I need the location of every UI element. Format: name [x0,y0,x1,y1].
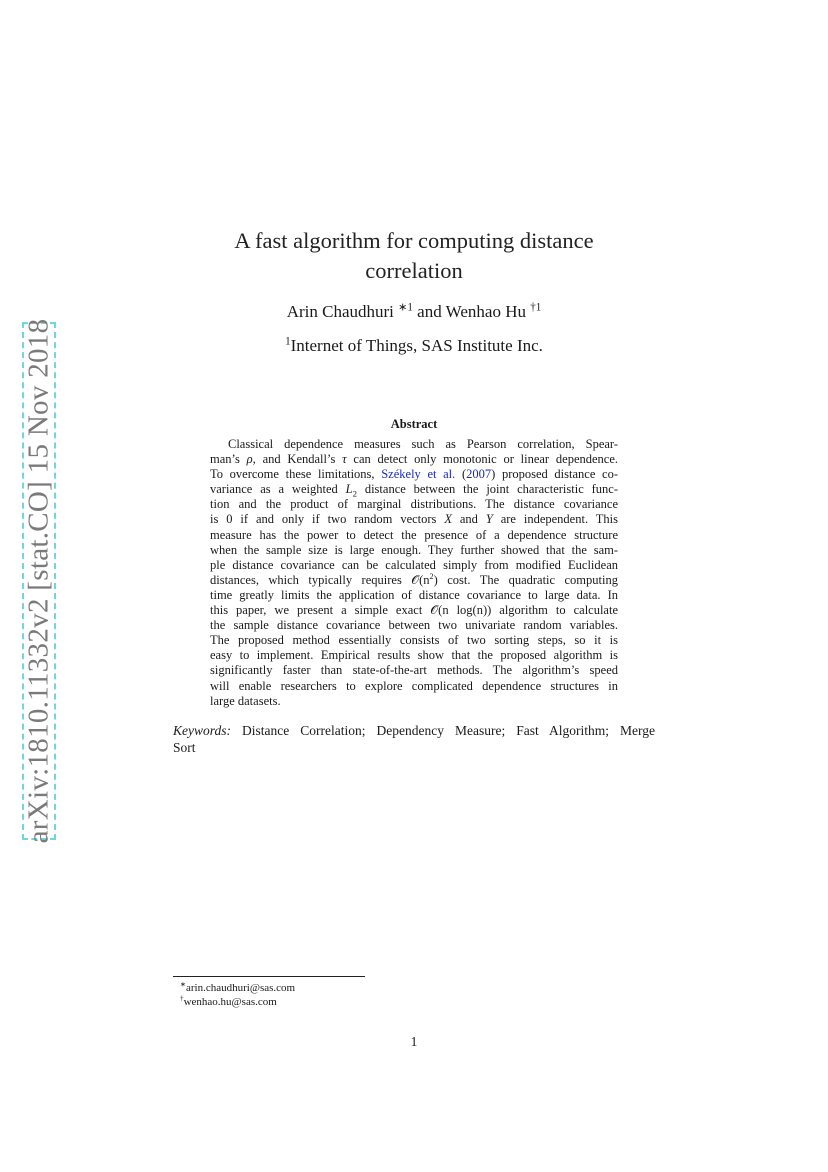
footnote-2: †wenhao.hu@sas.com [180,994,277,1008]
abstract-line: significantly faster than state-of-the-art methods. The algorithm’s speed [210,663,618,678]
author-name: Arin Chaudhuri [286,302,394,321]
abstract-line: will enable researchers to explore complicated dependence structures in [210,678,618,693]
author-list [180,302,648,322]
abstract-line: variance as a weighted $L_2$ distance between the joint characteristic func- [210,482,618,499]
affiliation [180,336,648,356]
abstract-line: this paper, we present a simple exact 𝒪(n log(n)) algorithm to calculate [210,603,619,618]
paper-title [180,226,648,286]
abstract-body [210,437,618,709]
author-mark: †1 [530,301,542,314]
title-line-2: correlation [365,258,463,283]
author-conjunction: and [417,302,442,321]
abstract-line: time greatly limits the application of distance covariance to large data. In [210,587,618,602]
abstract-line: tion and the product of marginal distributions. The distance covariance [210,497,618,512]
abstract-line: the sample distance covariance between two univariate random variables. [210,618,618,633]
footnote-email: arin.chaudhuri@sas.com [185,982,296,994]
citation-link-author[interactable]: Székely et al. [381,467,456,482]
footnote-email: wenhao.hu@sas.com [183,996,277,1008]
page-number: 1 [410,1034,418,1049]
affiliation-text: Internet of Things, SAS Institute Inc. [290,336,543,355]
abstract-line: easy to implement. Empirical results show that the proposed algorithm is [210,648,618,663]
abstract-line: To overcome these limitations, Székely et al. (2007) proposed distance co- [210,467,618,482]
citation-link-year[interactable]: 2007 [466,467,492,482]
author-name: Wenhao Hu [445,302,526,321]
abstract-line: when the sample size is large enough. They further showed that the sam- [210,542,618,557]
arxiv-stamp-text: arXiv:1810.11332v2 [stat.CO] 15 Nov 2018 [22,318,55,844]
footnote-1: ∗arin.chaudhuri@sas.com [180,980,296,994]
footnote-rule [173,976,365,977]
keywords-label: Keywords: [173,723,231,738]
abstract-heading: Abstract [390,417,438,431]
author-mark: ∗1 [398,301,413,314]
keywords [173,722,655,756]
abstract-line: ple distance covariance can be calculated simply from modified Euclidean [210,557,618,572]
abstract-line: is 0 if and only if two random vectors X and Y are independent. This [210,512,618,527]
abstract-line: The proposed method essentially consists of two sorting steps, so it is [210,633,618,648]
abstract-line: distances, which typically requires $𝒪(n^2)$ cost. The quadratic computing [210,571,618,587]
abstract-line: measure has the power to detect the presence of a dependence structure [210,527,618,542]
title-line-1: A fast algorithm for computing distance [234,228,594,253]
keywords-line: Sort [173,740,196,755]
abstract-line: man’s ρ, and Kendall’s τ can detect only monotonic or linear dependence. [210,452,619,467]
affiliation-mark: 1 [285,335,291,348]
abstract-line: large datasets. [210,693,281,708]
keywords-line: Keywords: Distance Correlation; Dependency Measure; Fast Algorithm; Merge [173,723,655,738]
abstract-line: Classical dependence measures such as Pearson correlation, Spear- [228,437,618,451]
